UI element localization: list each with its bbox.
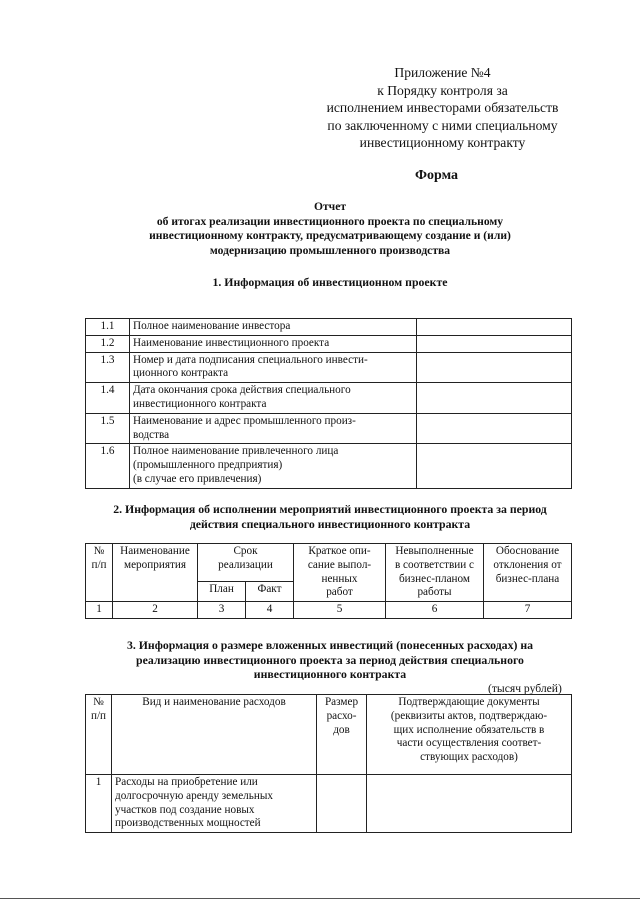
header-line: бизнес-плана [495, 572, 560, 585]
row-label-line: (в случае его привлечения) [133, 472, 262, 485]
header-fact: Факт [246, 581, 294, 602]
header-num [86, 544, 113, 602]
table-index-row [86, 602, 572, 619]
header-line: сание выпол- [307, 558, 372, 571]
row-label-line: Дата окончания срока действия специального [133, 384, 351, 397]
units-label: (тысяч рублей) [488, 682, 562, 695]
report-title-line: Отчет [313, 200, 347, 213]
header-line: Невыполненные [395, 545, 474, 557]
row-label-line: Наименование и адрес промышленного произ- [133, 414, 356, 427]
header-line: (реквизиты актов, подтверждаю- [390, 709, 548, 722]
header-supporting-docs [367, 695, 572, 775]
row-number: 1.2 [86, 335, 130, 352]
table-header-row [86, 544, 572, 582]
table-row [86, 352, 572, 383]
row-label [130, 319, 417, 336]
row-label [130, 335, 417, 352]
column-index: 2 [113, 602, 198, 619]
header-line: Подтверждающие документы [398, 696, 540, 708]
row-number: 1 [86, 775, 112, 833]
report-title-line: модернизацию промышленного производства [209, 243, 451, 257]
appendix-line: по заключенному с ними специальному [327, 117, 558, 133]
row-value-cell[interactable] [417, 335, 572, 352]
report-title [95, 200, 565, 258]
row-label-line: Полное наименование инвестора [133, 320, 291, 332]
header-line: № [93, 696, 104, 708]
header-description [294, 544, 386, 602]
row-number: 1.3 [86, 352, 130, 383]
header-line: Наименование [120, 545, 190, 557]
row-value-cell[interactable] [367, 775, 572, 833]
section2-title [70, 502, 590, 532]
row-value-cell[interactable] [417, 444, 572, 488]
row-label-line: производственных мощностей [115, 817, 261, 830]
table-row [86, 775, 572, 833]
column-index: 7 [484, 602, 572, 619]
section1-title: 1. Информация об инвестиционном проекте [212, 275, 448, 289]
column-index: 1 [86, 602, 113, 619]
report-title-line: инвестиционному контракту, предусматривающему создание и (или) [149, 229, 511, 242]
section3-title-line: 3. Информация о размере вложенных инвестиций (понесенных расходах) на [126, 638, 534, 652]
table-row [86, 444, 572, 488]
investment-project-info-table [85, 318, 572, 489]
header-line: п/п [90, 709, 107, 722]
row-label-line: участков под создание новых [115, 803, 255, 816]
header-line: работ [326, 586, 353, 599]
row-label [130, 413, 417, 444]
header-line: части осуществления соответ- [396, 737, 542, 750]
header-line: в соответствии с [394, 558, 475, 571]
row-label-line: Наименование инвестиционного проекта [133, 336, 330, 349]
row-label-line: водства [133, 428, 170, 441]
row-label-line: инвестиционного контракта [133, 397, 267, 410]
table-header-row [86, 695, 572, 775]
header-expense-size [317, 695, 367, 775]
header-line: № [93, 545, 105, 557]
report-title-line: об итогах реализации инвестиционного проекта по специальному [156, 214, 504, 228]
header-line: реализации [218, 558, 273, 571]
table-row [86, 335, 572, 352]
page-bottom-divider [0, 898, 640, 899]
row-value-cell[interactable] [417, 319, 572, 336]
row-label-line: Номер и дата подписания специального инвести- [133, 353, 368, 366]
header-line: ствующих расходов) [420, 751, 518, 764]
row-number: 1.6 [86, 444, 130, 488]
header-line: п/п [91, 558, 107, 571]
column-index: 3 [198, 602, 246, 619]
header-line: отклонения от [493, 558, 562, 571]
appendix-line: исполнением инвесторами обязательств [326, 100, 559, 115]
row-label-line: Полное наименование привлеченного лица [133, 445, 339, 458]
table-row [86, 319, 572, 336]
appendix-header [300, 64, 585, 152]
section2-title-line: действия специального инвестиционного контракта [189, 517, 471, 531]
section3-title-line: реализацию инвестиционного проекта за период действия специального [136, 652, 524, 667]
table-row [86, 413, 572, 444]
appendix-line: Приложение №4 [394, 65, 491, 80]
form-label: Форма [415, 168, 459, 183]
header-line: Обоснование [495, 545, 560, 557]
header-line: Срок [233, 545, 258, 557]
header-line: Размер [324, 696, 359, 708]
header-line: дов [333, 723, 350, 736]
column-index: 4 [246, 602, 294, 619]
row-number: 1.4 [86, 383, 130, 414]
row-value-cell[interactable] [417, 383, 572, 414]
header-expense-kind: Вид и наименование расходов [112, 695, 317, 775]
row-value-cell[interactable] [417, 352, 572, 383]
activities-table [85, 543, 572, 619]
header-plan: План [198, 581, 246, 602]
row-value-cell[interactable] [317, 775, 367, 833]
header-unfulfilled [386, 544, 484, 602]
header-line: бизнес-планом [398, 572, 470, 585]
header-num [86, 695, 112, 775]
row-value-cell[interactable] [417, 413, 572, 444]
row-label-line: Расходы на приобретение или [115, 776, 258, 788]
row-label-line: (промышленного предприятия) [133, 459, 283, 472]
row-number: 1.5 [86, 413, 130, 444]
header-activity-name [113, 544, 198, 602]
header-line: работы [417, 586, 452, 599]
header-justification [484, 544, 572, 602]
header-term [198, 544, 294, 582]
section3-title-line: инвестиционного контракта [253, 667, 407, 681]
section2-title-line: 2. Информация об исполнении мероприятий инвестиционного проекта за период [113, 502, 547, 516]
header-line: Краткое опи- [308, 545, 371, 557]
header-line: ненных [321, 572, 358, 585]
section3-title [80, 638, 580, 682]
column-index: 5 [294, 602, 386, 619]
row-label [112, 775, 317, 833]
row-label-line: долгосрочную аренду земельных [115, 789, 273, 802]
header-line: расхо- [326, 709, 357, 722]
column-index: 6 [386, 602, 484, 619]
investments-table [85, 694, 572, 833]
row-label [130, 352, 417, 383]
row-label [130, 444, 417, 488]
row-number: 1.1 [86, 319, 130, 336]
header-line: мероприятия [124, 558, 186, 571]
appendix-line: к Порядку контроля за [377, 82, 508, 98]
row-label-line: ционного контракта [133, 367, 229, 380]
appendix-line: инвестиционному контракту [359, 135, 526, 150]
row-label [130, 383, 417, 414]
header-line: щих исполнение обязательств в [393, 723, 545, 736]
table-row [86, 383, 572, 414]
